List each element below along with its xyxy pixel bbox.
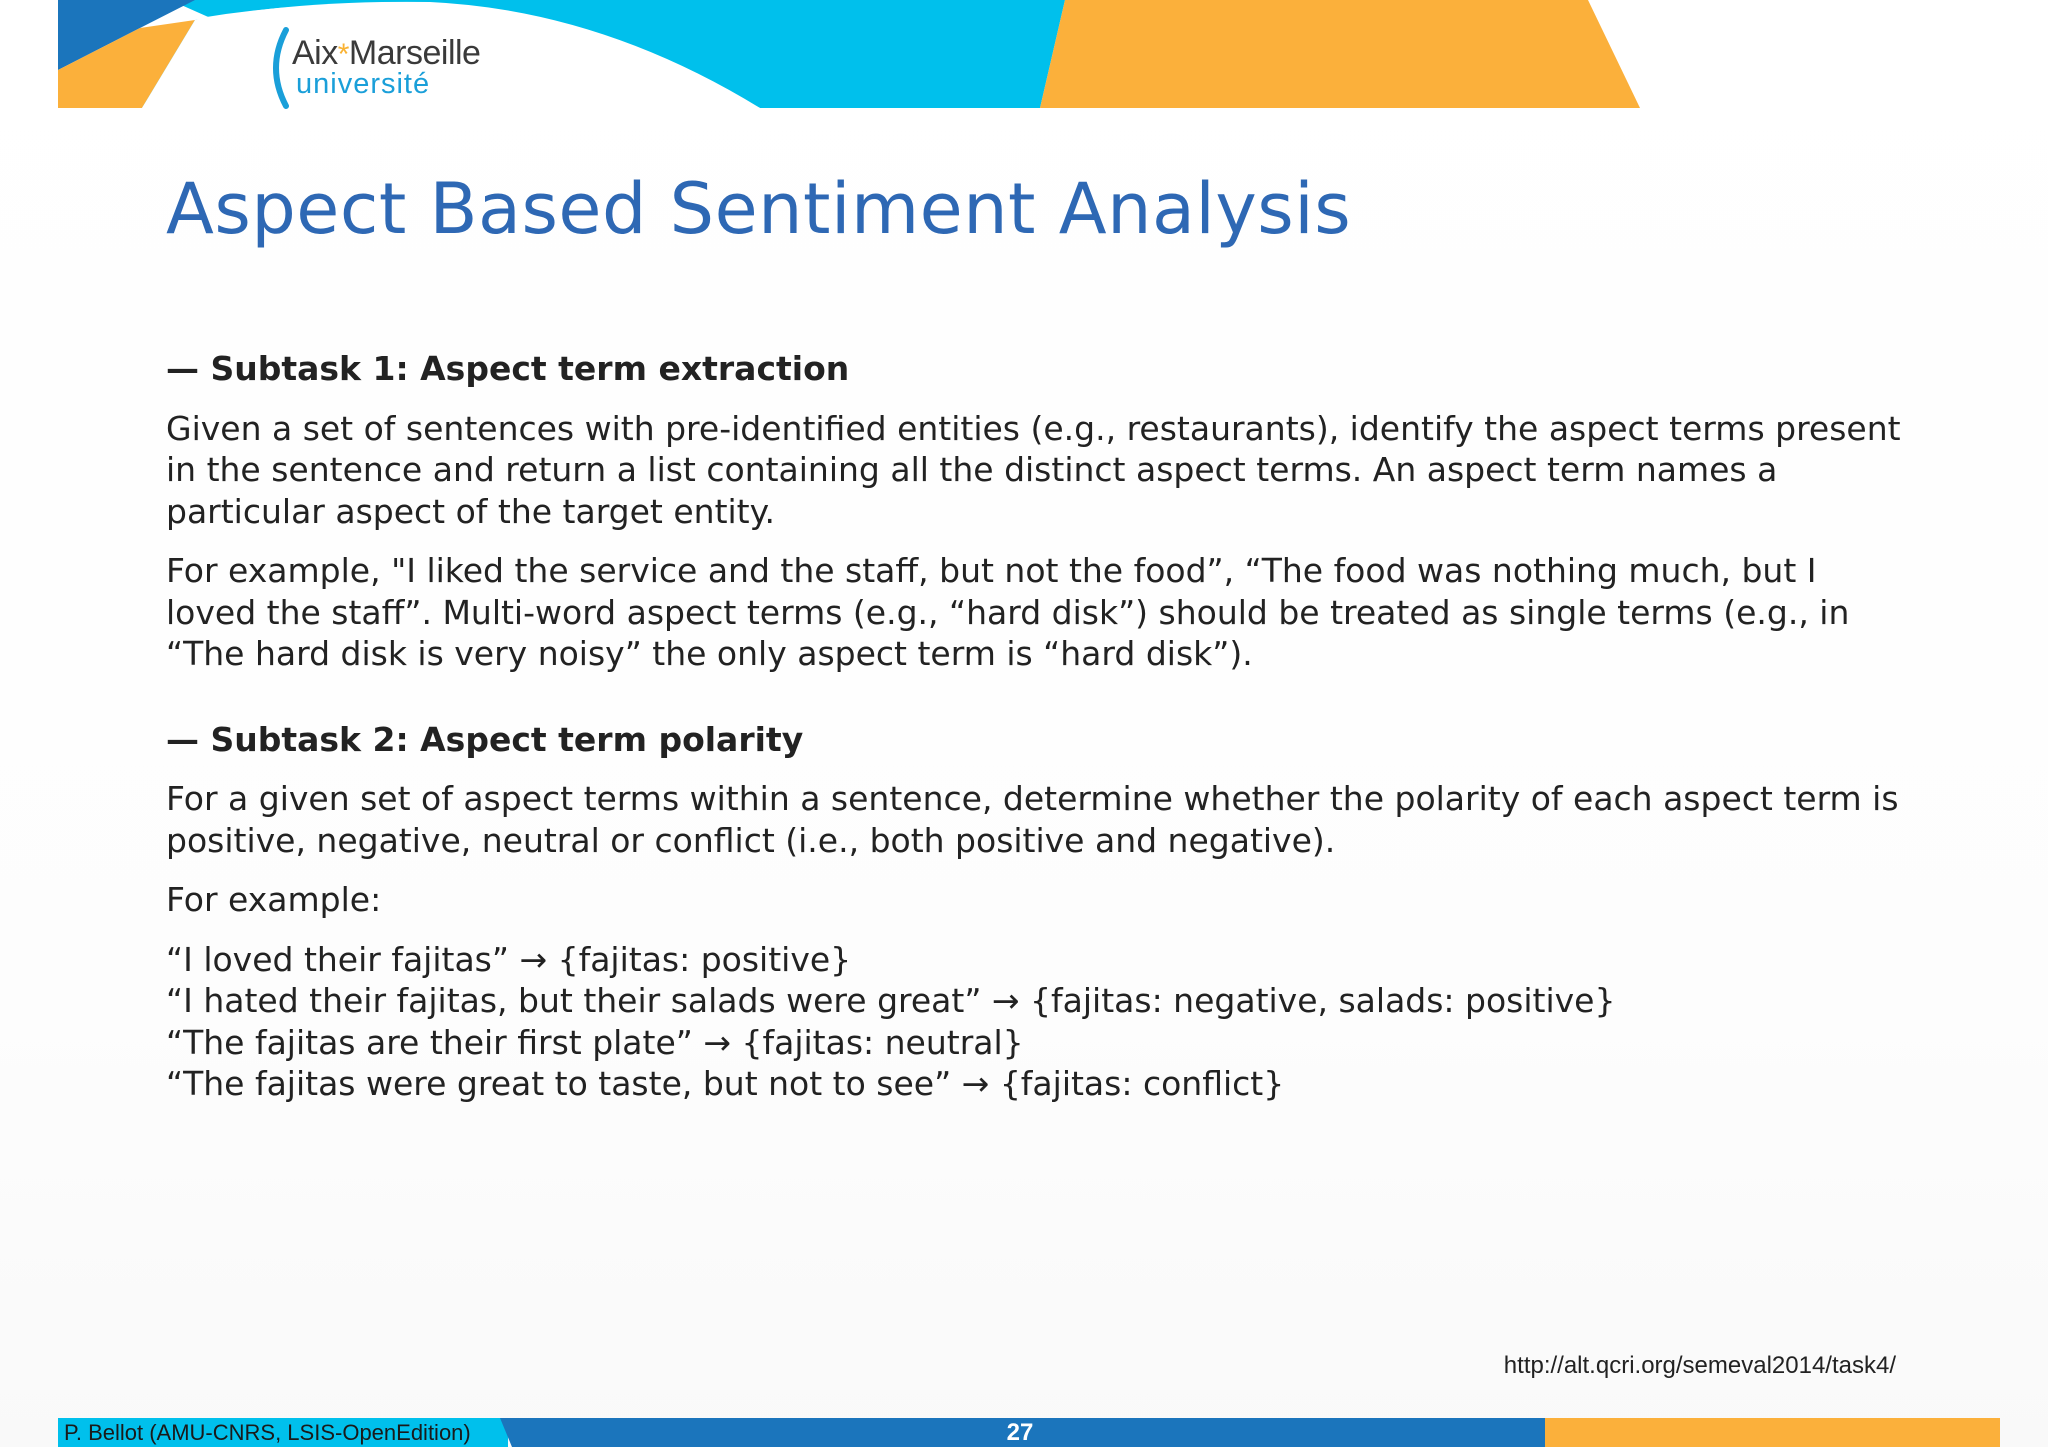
subtask2-heading: — Subtask 2: Aspect term polarity — [166, 719, 804, 759]
subtask2-examples — [166, 939, 1906, 1105]
logo-star-icon: * — [337, 38, 349, 71]
example-line: “The fajitas were great to taste, but not to see” → {fajitas: conflict} — [166, 1064, 1285, 1103]
footer-right-segment — [1545, 1418, 2000, 1447]
example-line: “I loved their fajitas” → {fajitas: positive} — [166, 939, 852, 979]
logo-bracket-icon — [262, 26, 290, 110]
logo-text-aix: Aix — [292, 34, 338, 72]
banner-orange-right-block — [1040, 0, 1640, 108]
example-line: “I hated their fajitas, but their salads were great” → {fajitas: negative, salads: positive} — [166, 981, 1616, 1020]
subtask1-heading: — Subtask 1: Aspect term extraction — [166, 349, 850, 388]
subtask2-example-intro: For example: — [166, 880, 382, 919]
subtask2-paragraph1: For a given set of aspect terms within a sentence, determine whether the polarity of each aspect term is positive, negative, neutral or conflict (i.e., both positive and negative). — [166, 779, 1899, 860]
footer-page-number: 27 — [1006, 1419, 1034, 1446]
logo-text-universite: université — [296, 68, 431, 100]
example-line: “The fajitas are their first plate” → {fajitas: neutral} — [166, 1022, 1024, 1062]
slide-title: Aspect Based Sentiment Analysis — [166, 168, 1352, 250]
slide-content — [166, 348, 1906, 1123]
subtask1-paragraph1: Given a set of sentences with pre-identified entities (e.g., restaurants), identify the aspect terms present in the sentence and return a list containing all the distinct aspect terms. An aspect term names a particular aspect of the target entity. — [166, 408, 1901, 531]
source-url-link[interactable]: http://alt.qcri.org/semeval2014/task4/ — [1503, 1352, 1896, 1379]
subtask1-paragraph2: For example, "I liked the service and the staff, but not the food”, “The food was nothing much, but I loved the staff”. Multi-word aspect terms (e.g., “hard disk”) should be treated as single terms (e.g., in “The hard disk is very noisy” the only aspect term is “hard disk”). — [166, 551, 1850, 673]
logo-text-marseille: Marseille — [348, 34, 481, 72]
footer-author: P. Bellot (AMU-CNRS, LSIS-OpenEdition) — [64, 1420, 471, 1445]
